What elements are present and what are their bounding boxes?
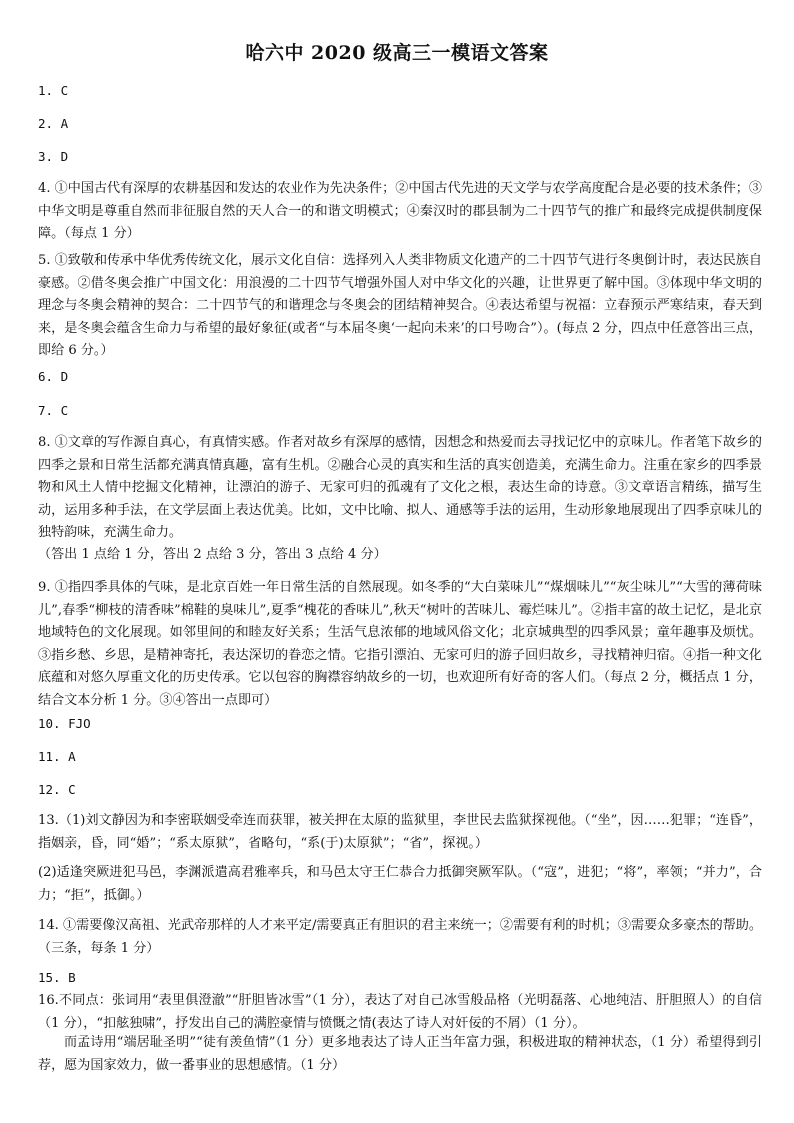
answer-13-part1: 13.（1)刘文静因为和李密联姻受牵连而获罪，被关押在太原的监狱里，李世民去监狱探视他。（“坐”，因……犯罪；“连昏”，指姻亲，昏，同“婚”；“系太原狱”，省略句，“系(于)太原狱”；“省”，探视。）: [38, 813, 762, 851]
answer-7: 7. C: [38, 403, 69, 418]
answer-3: 3. D: [38, 149, 69, 164]
document-title: 哈六中 2020 级高三一模语文答案: [245, 42, 549, 64]
answer-10: 10. FJO: [38, 716, 91, 731]
answer-15: 15. B: [38, 970, 76, 985]
answer-9: 9. ①指四季具体的气味，是北京百姓一年日常生活的自然展现。如冬季的“大白菜味儿”“煤烟味儿”“灰尘味儿”“大雪的薄荷味儿”,春季“柳枝的清香味”棉鞋的臭味儿”,夏季“槐花的香味儿”,秋天“树叶的苦味儿、霉烂味儿”。②指丰富的故土记忆，是北京地域特色的文化展现。如邻里间的和睦友好关系；生活气息浓郁的地域风俗文化；北京城典型的四季风景；童年趣事及烦忧。③指乡愁、乡思，是精神寄托，表达深切的眷恋之情。它指引漂泊、无家可归的游子回归故乡，寻找精神归宿。④指一种文化底蕴和对悠久厚重文化的历史传承。它以包容的胸襟容纳故乡的一切，也欢迎所有好奇的客人们。（每点 2 分，概括点 1 分，结合文本分析 1 分。③④答出一点即可）: [38, 580, 762, 708]
answer-14: 14. ①需要像汉高祖、光武帝那样的人才来平定/需要真正有胆识的君主来统一；②需要有利的时机；③需要众多豪杰的帮助。（三条，每条 1 分）: [38, 918, 762, 956]
answer-16-part1: 16.不同点：张词用“表里俱澄澈”“肝胆皆冰雪”（1 分），表达了对自己冰雪般品格（光明磊落、心地纯洁、肝胆照人）的自信（1 分），“扣舷独啸”，抒发出自己的满腔豪情与愤慨之情(表达了诗人对奸佞的不屑）（1 分）。: [38, 993, 762, 1031]
answer-4: 4. ①中国古代有深厚的农耕基因和发达的农业作为先决条件；②中国古代先进的天文学与农学高度配合是必要的技术条件；③中华文明是尊重自然而非征服自然的天人合一的和谐文明模式；④秦汉时的郡县制为二十四节气的推广和最终完成提供制度保障。（每点 1 分）: [38, 181, 762, 241]
answer-11: 11. A: [38, 749, 76, 764]
answer-8: 8. ①文章的写作源自真心，有真情实感。作者对故乡有深厚的感情，因想念和热爱而去寻找记忆中的京味儿。作者笔下故乡的四季之景和日常生活都充满真情真趣，富有生机。②融合心灵的真实和生活的真实创造美，充满生命力。注重在家乡的四季景物和风土人情中挖掘文化精神，让漂泊的游子、无家可归的孤魂有了文化之根，表达生命的诗意。③文章语言精练，描写生动，运用多种手法，在文学层面上表达优美。比如，文中比喻、拟人、通感等手法的运用，生动形象地展现出了四季京味儿的独特韵味，充满生命力。: [38, 435, 762, 540]
answer-13-part2: (2)适逢突厥进犯马邑，李渊派遣高君雅率兵，和马邑太守王仁恭合力抵御突厥军队。（“寇”，进犯；“将”，率领；“并力”，合力；“拒”，抵御。）: [38, 865, 762, 903]
answer-1: 1. C: [38, 83, 69, 98]
answer-2: 2. A: [38, 116, 69, 131]
answer-5: 5. ①致敬和传承中华优秀传统文化，展示文化自信：选择列入人类非物质文化遗产的二十四节气进行冬奥倒计时，表达民族自豪感。②借冬奥会推广中国文化：用浪漫的二十四节气增强外国人对中华文化的兴趣，让世界更了解中国。③体现中华文明的理念与冬奥会精神的契合：二十四节气的和谐理念与冬奥会的团结精神契合。④表达希望与祝福：立春预示严寒结束，春天到来，是冬奥会蕴含生命力与希望的最好象征(或者“与本届冬奥‘一起向未来’的口号吻合”）。(每点 2 分，四点中任意答出三点，即给 6 分。）: [38, 253, 762, 358]
answer-16-part2: 而孟诗用“端居耻圣明”“徒有羡鱼情”（1 分）更多地表达了诗人正当年富力强，积极进取的精神状态，（1 分）希望得到引荐，愿为国家效力，做一番事业的思想感情。（1 分）: [38, 1035, 762, 1073]
answer-8-scoring: （答出 1 点给 1 分，答出 2 点给 3 分，答出 3 点给 4 分）: [38, 547, 387, 562]
answer-12: 12. C: [38, 782, 76, 797]
answer-6: 6. D: [38, 369, 69, 384]
